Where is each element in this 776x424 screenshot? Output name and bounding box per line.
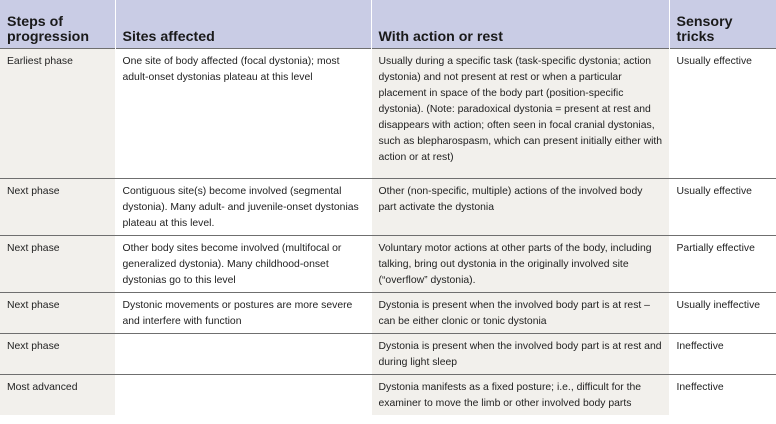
cell-tricks: Usually effective <box>669 48 776 178</box>
cell-tricks: Ineffective <box>669 374 776 415</box>
cell-step: Earliest phase <box>0 48 115 178</box>
cell-sites: Dystonic movements or postures are more severe and interfere with function <box>115 292 371 333</box>
cell-step: Next phase <box>0 292 115 333</box>
cell-tricks: Usually effective <box>669 178 776 235</box>
table-body <box>0 48 776 415</box>
header-sites: Sites affected <box>115 0 371 48</box>
cell-sites: Contiguous site(s) become involved (segmental dystonia). Many adult- and juvenile-onset dystonias plateau at this level. <box>115 178 371 235</box>
cell-tricks: Partially effective <box>669 235 776 292</box>
header-action-rest: With action or rest <box>371 0 669 48</box>
cell-sites <box>115 374 371 415</box>
cell-step: Next phase <box>0 333 115 374</box>
cell-sites: One site of body affected (focal dystonia); most adult-onset dystonias plateau at this level <box>115 48 371 178</box>
header-row <box>0 0 776 48</box>
cell-action: Dystonia is present when the involved body part is at rest – can be either clonic or tonic dystonia <box>371 292 669 333</box>
cell-sites: Other body sites become involved (multifocal or generalized dystonia). Many childhood-onset dystonias go to this level <box>115 235 371 292</box>
cell-step: Next phase <box>0 235 115 292</box>
cell-action: Dystonia is present when the involved body part is at rest and during light sleep <box>371 333 669 374</box>
table-row <box>0 292 776 333</box>
header-sensory-tricks: Sensory tricks <box>669 0 776 48</box>
table-row <box>0 374 776 415</box>
cell-action: Dystonia manifests as a fixed posture; i.e., difficult for the examiner to move the limb or other involved body parts <box>371 374 669 415</box>
cell-tricks: Usually ineffective <box>669 292 776 333</box>
header-steps: Steps of progression <box>0 0 115 48</box>
table-row <box>0 235 776 292</box>
cell-action: Voluntary motor actions at other parts of the body, including talking, bring out dystonia in the originally involved site (“overflow” dystonia). <box>371 235 669 292</box>
cell-action: Other (non-specific, multiple) actions of the involved body part activate the dystonia <box>371 178 669 235</box>
cell-step: Next phase <box>0 178 115 235</box>
table-header <box>0 0 776 48</box>
table-row <box>0 333 776 374</box>
table-row <box>0 48 776 178</box>
cell-sites <box>115 333 371 374</box>
cell-action: Usually during a specific task (task-specific dystonia; action dystonia) and not present at rest or when a particular placement in space of the body part (position-specific dystonia). (Note: paradoxical dystonia = present at rest and disappears with action; often seen in focal cranial dystonias, such as blepharospasm, which can present initially either with action or at rest) <box>371 48 669 178</box>
cell-tricks: Ineffective <box>669 333 776 374</box>
cell-step: Most advanced <box>0 374 115 415</box>
table-row <box>0 178 776 235</box>
